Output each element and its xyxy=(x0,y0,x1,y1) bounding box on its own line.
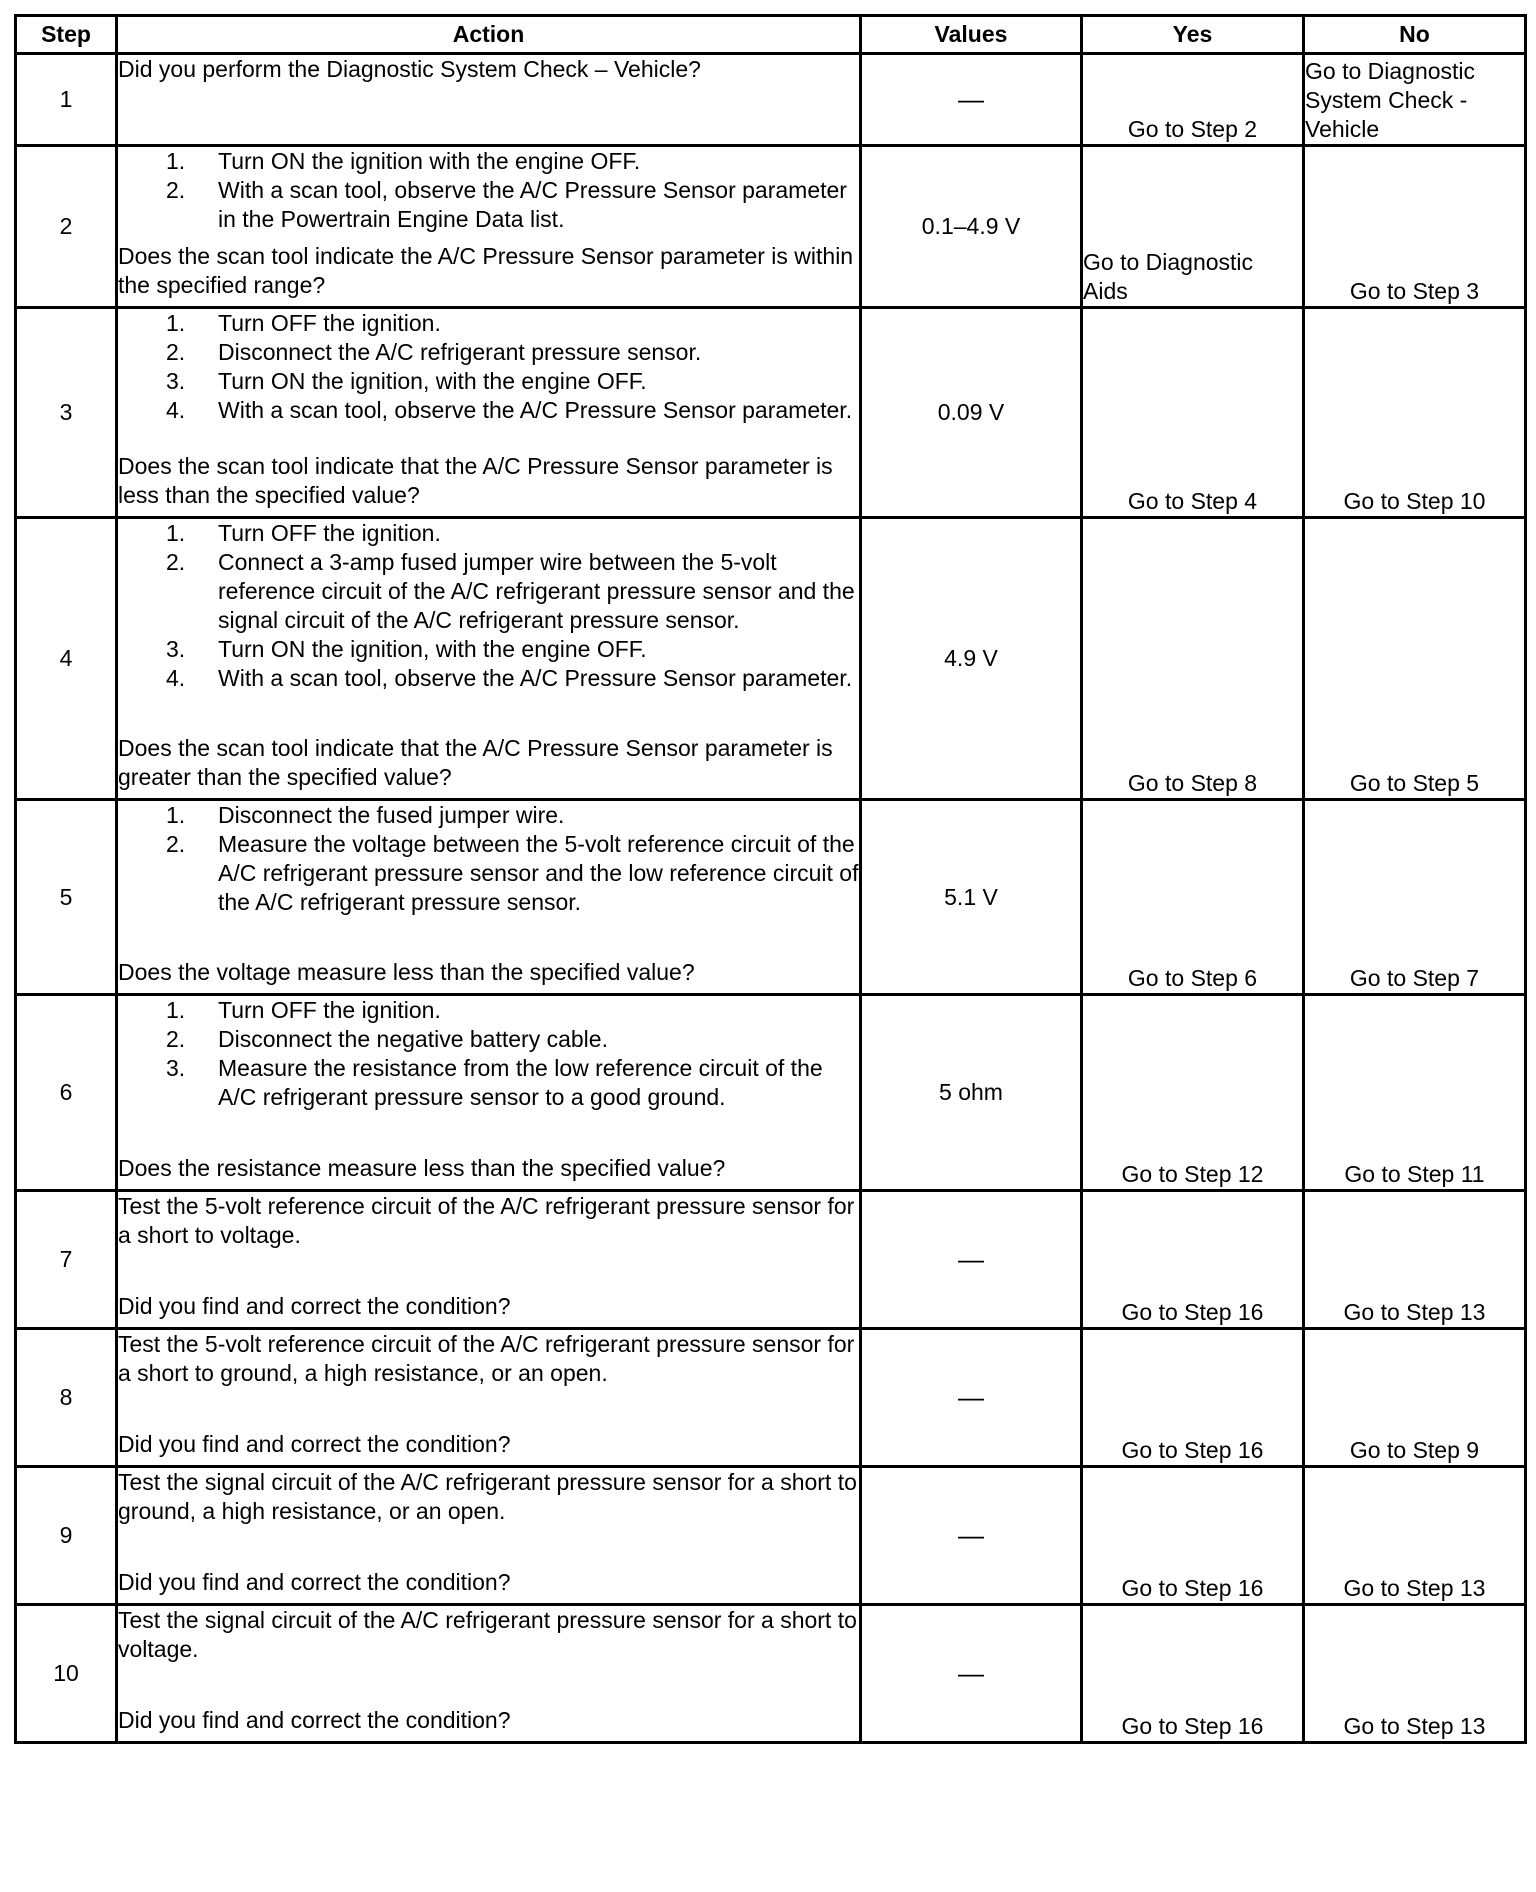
header-no: No xyxy=(1304,16,1526,54)
action-cell xyxy=(117,54,861,146)
yes-cell: Go to Step 4 xyxy=(1082,308,1304,518)
yes-cell: Go to Step 8 xyxy=(1082,518,1304,800)
no-cell: Go to Step 5 xyxy=(1304,518,1526,800)
action-cell xyxy=(117,995,861,1191)
table-row xyxy=(16,1605,1526,1743)
action-cell xyxy=(117,1329,861,1467)
action-steps xyxy=(118,801,859,917)
step-number: 4 xyxy=(16,518,117,800)
action-step-item: 4. With a scan tool, observe the A/C Pressure Sensor parameter. xyxy=(166,397,853,423)
header-action: Action xyxy=(117,16,861,54)
step-number: 2 xyxy=(16,146,117,308)
step-number: 10 xyxy=(16,1605,117,1743)
value-cell: 0.1–4.9 V xyxy=(861,146,1082,308)
no-cell: Go to Step 10 xyxy=(1304,308,1526,518)
action-cell xyxy=(117,308,861,518)
no-cell: Go to Diagnostic System Check - Vehicle xyxy=(1304,54,1526,146)
action-steps xyxy=(118,996,859,1112)
yes-cell: Go to Step 16 xyxy=(1082,1605,1304,1743)
value-cell: — xyxy=(861,54,1082,146)
action-step-item: 2. Disconnect the negative battery cable. xyxy=(166,1026,608,1052)
action-question: Did you find and correct the condition? xyxy=(118,1707,511,1733)
no-cell: Go to Step 3 xyxy=(1304,146,1526,308)
step-number: 8 xyxy=(16,1329,117,1467)
yes-cell: Go to Step 16 xyxy=(1082,1191,1304,1329)
yes-cell: Go to Diagnostic Aids xyxy=(1082,146,1304,308)
action-step-item: 2. Measure the voltage between the 5-volt reference circuit of the A/C refrigerant pressure sensor and the low reference circuit of the A/C refrigerant pressure sensor. xyxy=(166,831,859,915)
step-number: 3 xyxy=(16,308,117,518)
action-cell xyxy=(117,1191,861,1329)
table-row xyxy=(16,518,1526,800)
action-question: Does the scan tool indicate that the A/C Pressure Sensor parameter is less than the specified value? xyxy=(118,453,833,508)
action-intro: Did you perform the Diagnostic System Check – Vehicle? xyxy=(118,56,701,82)
value-cell: 0.09 V xyxy=(861,308,1082,518)
action-cell xyxy=(117,146,861,308)
yes-cell: Go to Step 12 xyxy=(1082,995,1304,1191)
action-question: Does the scan tool indicate that the A/C Pressure Sensor parameter is greater than the specified value? xyxy=(118,735,833,790)
action-step-item: 1. Turn OFF the ignition. xyxy=(166,310,441,336)
action-step-item: 1. Disconnect the fused jumper wire. xyxy=(166,802,565,828)
table-row xyxy=(16,146,1526,308)
action-intro: Test the signal circuit of the A/C refrigerant pressure sensor for a short to ground, a high resistance, or an open. xyxy=(118,1469,857,1524)
action-question: Does the voltage measure less than the specified value? xyxy=(118,959,695,985)
action-step-item: 3. Measure the resistance from the low reference circuit of the A/C refrigerant pressure sensor to a good ground. xyxy=(166,1055,823,1110)
action-steps xyxy=(118,147,859,234)
value-cell: — xyxy=(861,1467,1082,1605)
value-cell: 5.1 V xyxy=(861,800,1082,995)
action-question: Did you find and correct the condition? xyxy=(118,1569,511,1595)
action-question: Does the resistance measure less than the specified value? xyxy=(118,1155,726,1181)
action-question: Did you find and correct the condition? xyxy=(118,1431,511,1457)
value-cell: 4.9 V xyxy=(861,518,1082,800)
no-cell: Go to Step 13 xyxy=(1304,1605,1526,1743)
no-cell: Go to Step 7 xyxy=(1304,800,1526,995)
table-row xyxy=(16,308,1526,518)
action-cell xyxy=(117,1467,861,1605)
action-question: Does the scan tool indicate the A/C Pressure Sensor parameter is within the specified range? xyxy=(118,243,854,298)
table-row xyxy=(16,1329,1526,1467)
header-yes: Yes xyxy=(1082,16,1304,54)
action-question: Did you find and correct the condition? xyxy=(118,1293,511,1319)
action-cell xyxy=(117,1605,861,1743)
step-number: 6 xyxy=(16,995,117,1191)
action-intro: Test the 5-volt reference circuit of the A/C refrigerant pressure sensor for a short to ground, a high resistance, or an open. xyxy=(118,1331,855,1386)
action-step-item: 3. Turn ON the ignition, with the engine OFF. xyxy=(166,368,647,394)
action-cell xyxy=(117,518,861,800)
table-row xyxy=(16,995,1526,1191)
table-row xyxy=(16,1191,1526,1329)
value-cell: — xyxy=(861,1329,1082,1467)
value-cell: — xyxy=(861,1605,1082,1743)
yes-cell: Go to Step 16 xyxy=(1082,1467,1304,1605)
yes-cell: Go to Step 16 xyxy=(1082,1329,1304,1467)
action-step-item: 1. Turn ON the ignition with the engine OFF. xyxy=(166,148,641,174)
action-step-item: 3. Turn ON the ignition, with the engine OFF. xyxy=(166,636,647,662)
action-step-item: 1. Turn OFF the ignition. xyxy=(166,520,441,546)
diagnostic-table xyxy=(14,14,1527,1744)
table-row xyxy=(16,800,1526,995)
action-intro: Test the 5-volt reference circuit of the A/C refrigerant pressure sensor for a short to voltage. xyxy=(118,1193,855,1248)
no-cell: Go to Step 13 xyxy=(1304,1467,1526,1605)
step-number: 1 xyxy=(16,54,117,146)
yes-cell: Go to Step 2 xyxy=(1082,54,1304,146)
no-cell: Go to Step 9 xyxy=(1304,1329,1526,1467)
action-step-item: 4. With a scan tool, observe the A/C Pressure Sensor parameter. xyxy=(166,665,853,691)
table-row xyxy=(16,54,1526,146)
header-row xyxy=(16,16,1526,54)
action-step-item: 2. With a scan tool, observe the A/C Pressure Sensor parameter in the Powertrain Engine Data list. xyxy=(166,177,847,232)
action-step-item: 2. Disconnect the A/C refrigerant pressure sensor. xyxy=(166,339,702,365)
table-row xyxy=(16,1467,1526,1605)
no-cell: Go to Step 11 xyxy=(1304,995,1526,1191)
value-cell: — xyxy=(861,1191,1082,1329)
action-cell xyxy=(117,800,861,995)
action-step-item: 2. Connect a 3-amp fused jumper wire between the 5-volt reference circuit of the A/C refrigerant pressure sensor and the signal circuit of the A/C refrigerant pressure sensor. xyxy=(166,549,855,633)
header-step: Step xyxy=(16,16,117,54)
step-number: 7 xyxy=(16,1191,117,1329)
value-cell: 5 ohm xyxy=(861,995,1082,1191)
no-cell: Go to Step 13 xyxy=(1304,1191,1526,1329)
yes-cell: Go to Step 6 xyxy=(1082,800,1304,995)
action-steps xyxy=(118,519,859,693)
action-step-item: 1. Turn OFF the ignition. xyxy=(166,997,441,1023)
step-number: 5 xyxy=(16,800,117,995)
header-values: Values xyxy=(861,16,1082,54)
step-number: 9 xyxy=(16,1467,117,1605)
action-intro: Test the signal circuit of the A/C refrigerant pressure sensor for a short to voltage. xyxy=(118,1607,857,1662)
action-steps xyxy=(118,309,859,425)
